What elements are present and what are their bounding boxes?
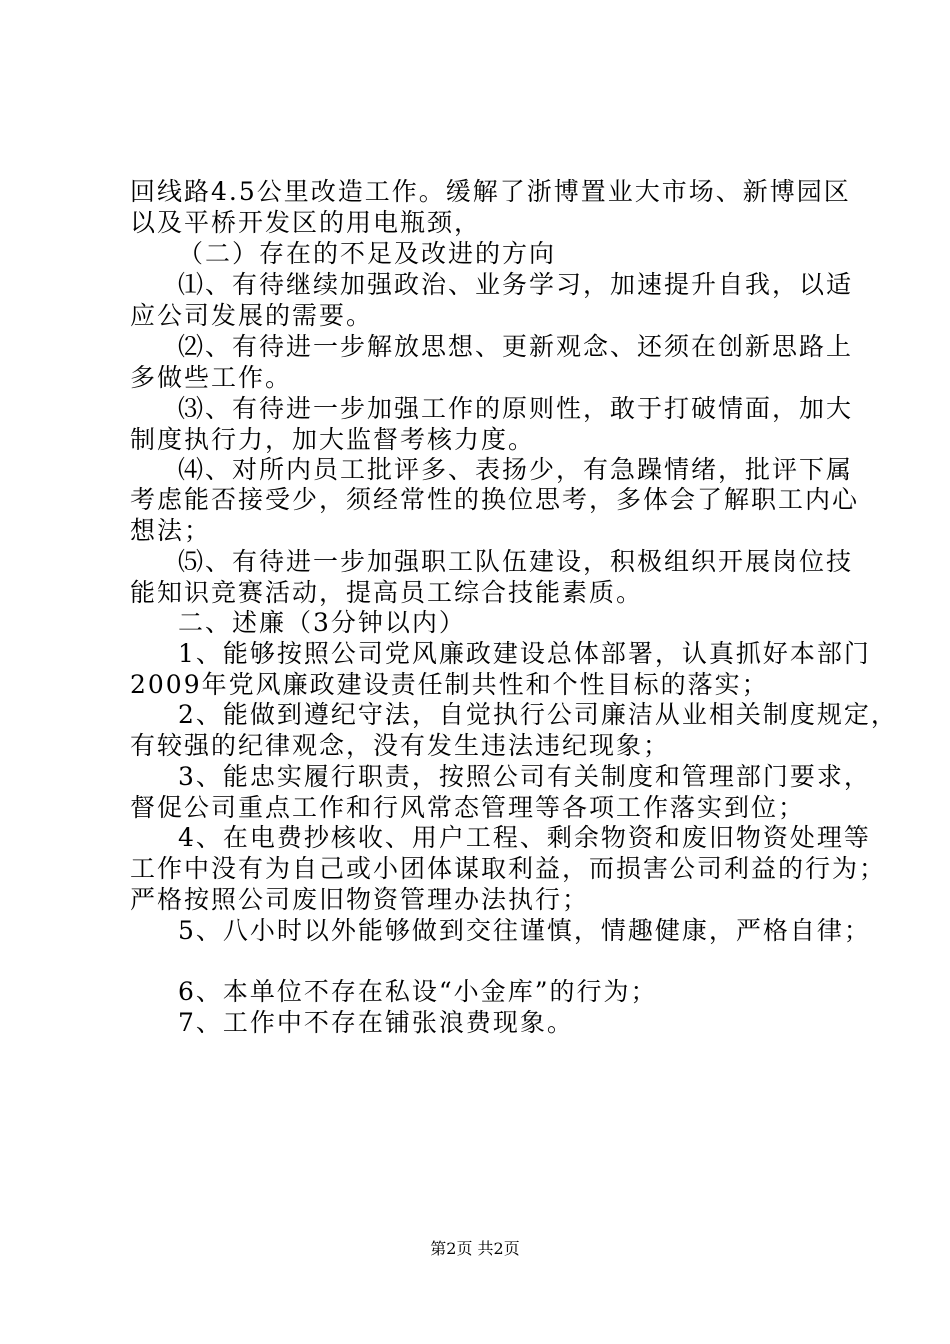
text-line: 工作中没有为自己或小团体谋取利益，而损害公司利益的行为； — [130, 854, 887, 883]
text-line: 4、在电费抄核收、用户工程、剩余物资和废旧物资处理等 — [178, 823, 871, 852]
text-line: 3、能忠实履行职责，按照公司有关制度和管理部门要求， — [178, 762, 871, 791]
text-line: 制度执行力，加大监督考核力度。 — [130, 425, 536, 454]
text-line: 多做些工作。 — [130, 363, 293, 392]
text-line: 7、工作中不存在铺张浪费现象。 — [178, 1008, 574, 1037]
text-line: 想法； — [130, 516, 212, 545]
text-line: 回线路4.5公里改造工作。缓解了浙博置业大市场、新博园区 — [130, 177, 851, 206]
text-line: 督促公司重点工作和行风常态管理等各项工作落实到位； — [130, 793, 806, 822]
text-line: 2、能做到遵纪守法，自觉执行公司廉洁从业相关制度规定， — [178, 700, 898, 729]
page-footer: 第2页 共2页 — [430, 1239, 520, 1258]
text-line: 以及平桥开发区的用电瓶颈， — [130, 208, 482, 237]
text-line: ⑸、有待进一步加强职工队伍建设，积极组织开展岗位技 — [178, 547, 854, 576]
text-line: 1、能够按照公司党风廉政建设总体部署，认真抓好本部门 — [178, 639, 871, 668]
text-line: （二）存在的不足及改进的方向 — [178, 239, 557, 268]
text-line: 应公司发展的需要。 — [130, 301, 374, 330]
text-line: 严格按照公司废旧物资管理办法执行； — [130, 885, 590, 914]
text-line: ⑶、有待进一步加强工作的原则性，敢于打破情面，加大 — [178, 394, 854, 423]
text-line: 考虑能否接受少，须经常性的换位思考，多体会了解职工内心 — [130, 485, 860, 514]
text-line: 有较强的纪律观念，没有发生违法违纪现象； — [130, 731, 671, 760]
text-line: ⑴、有待继续加强政治、业务学习，加速提升自我，以适 — [178, 270, 854, 299]
text-line: ⑵、有待进一步解放思想、更新观念、还须在创新思路上 — [178, 332, 854, 361]
text-line: 能知识竞赛活动，提高员工综合技能素质。 — [130, 578, 644, 607]
text-line: 二、述廉（3分钟以内） — [178, 608, 466, 637]
text-line: ⑷、对所内员工批评多、表扬少，有急躁情绪，批评下属 — [178, 455, 854, 484]
text-line: 2009年党风廉政建设责任制共性和个性目标的落实； — [130, 670, 769, 699]
text-line: 5、八小时以外能够做到交往谨慎，情趣健康，严格自律； — [178, 916, 871, 945]
text-line: 6、本单位不存在私设“小金库”的行为； — [178, 977, 658, 1006]
